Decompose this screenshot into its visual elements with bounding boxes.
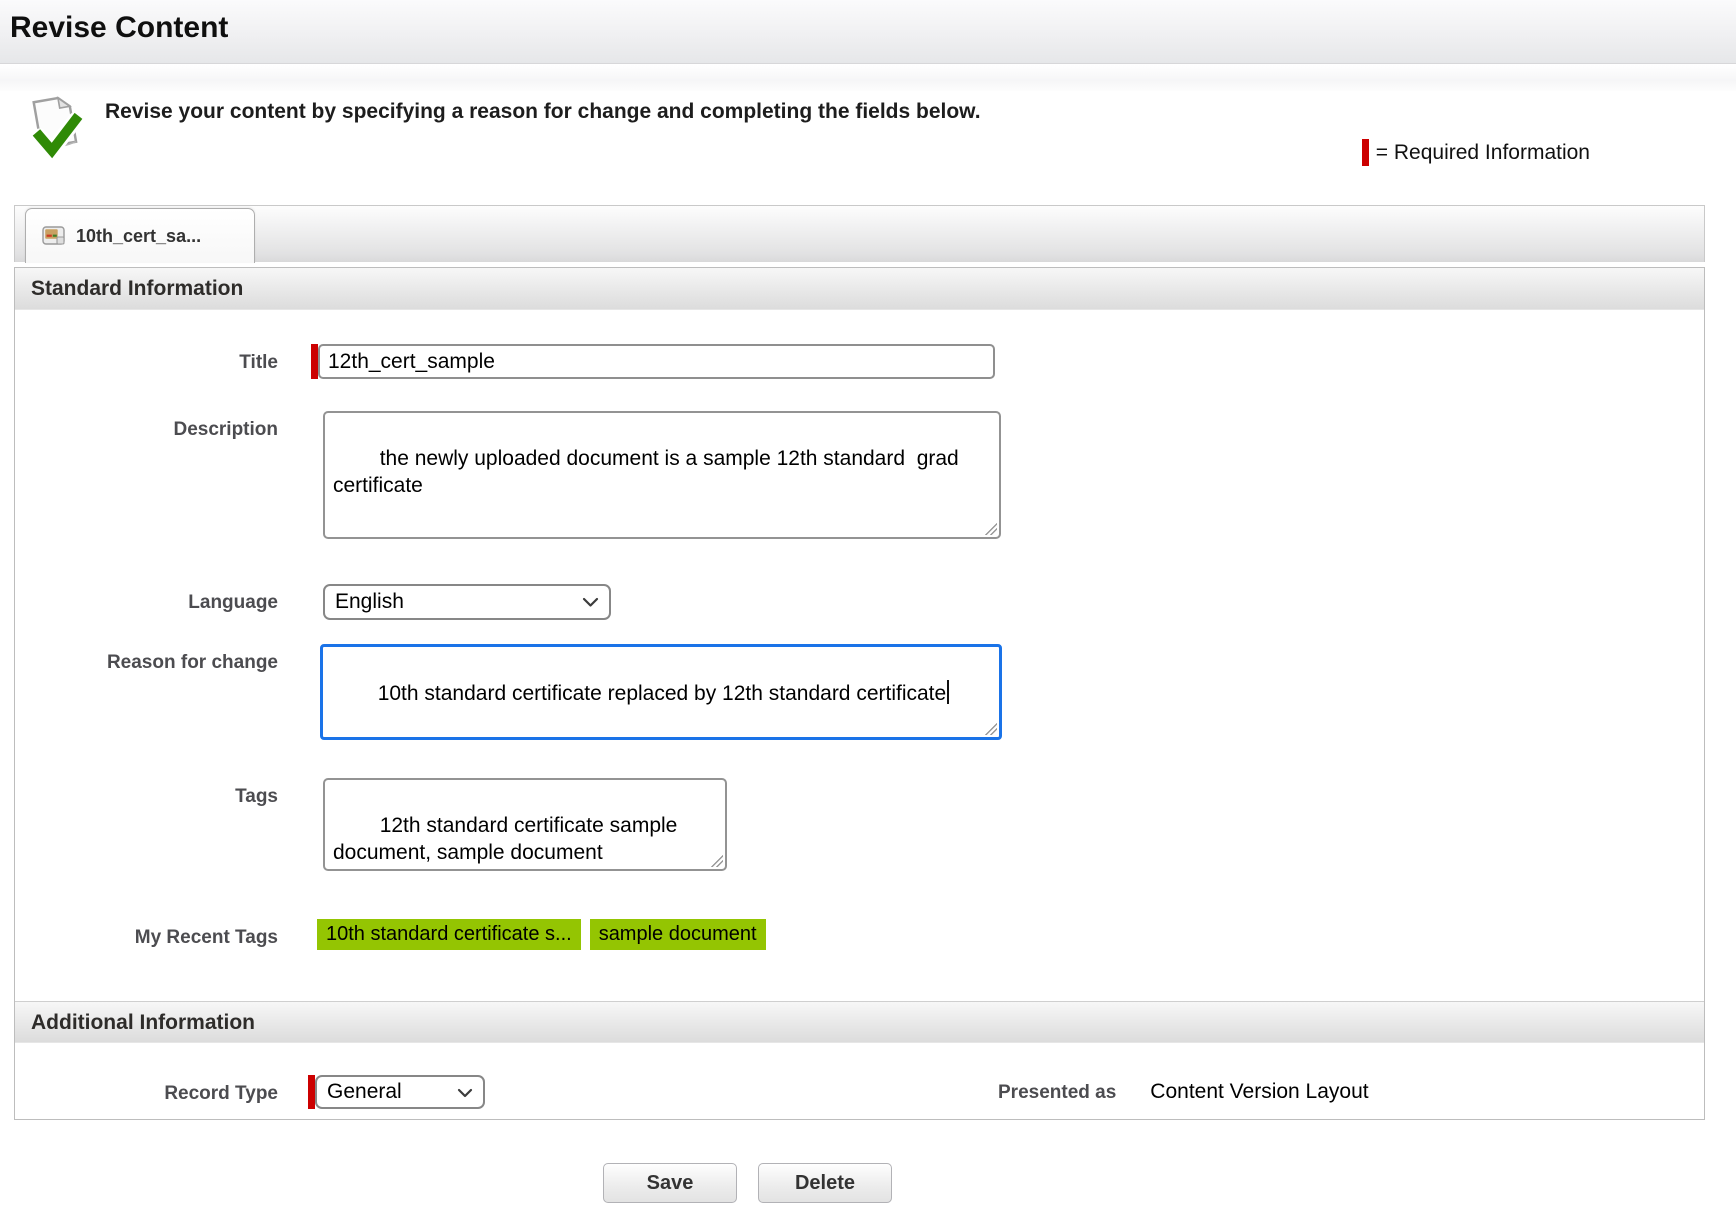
header-gradient-band bbox=[0, 65, 1736, 91]
tab-strip bbox=[14, 205, 1705, 262]
title-fieldbox bbox=[311, 344, 995, 379]
required-bar-record-type bbox=[308, 1075, 315, 1109]
required-red-bar bbox=[1362, 139, 1369, 166]
language-select[interactable] bbox=[323, 584, 611, 620]
tags-label: Tags bbox=[235, 786, 278, 807]
reason-row bbox=[15, 644, 1704, 740]
resize-handle-icon[interactable] bbox=[984, 722, 997, 735]
save-button[interactable]: Save bbox=[603, 1163, 737, 1203]
language-selected-value: English bbox=[335, 590, 404, 613]
reason-textarea-focused[interactable] bbox=[320, 644, 1002, 740]
description-row bbox=[15, 411, 1704, 539]
reason-label: Reason for change bbox=[106, 652, 278, 673]
form-actions bbox=[603, 1163, 892, 1203]
title-input[interactable] bbox=[318, 344, 995, 379]
record-type-selected-value: General bbox=[327, 1080, 402, 1103]
description-text: the newly uploaded document is a sample 12th standard grad certificate bbox=[333, 446, 965, 497]
chevron-down-icon bbox=[457, 1080, 473, 1104]
description-textarea[interactable] bbox=[323, 411, 1001, 539]
record-type-select[interactable] bbox=[315, 1075, 485, 1109]
resize-handle-icon[interactable] bbox=[984, 522, 997, 535]
recent-tag-chip[interactable]: sample document bbox=[590, 919, 766, 950]
resize-handle-icon[interactable] bbox=[710, 854, 723, 867]
required-bar-title bbox=[311, 344, 318, 379]
record-type-fieldbox bbox=[308, 1075, 485, 1109]
page-header-bar bbox=[0, 0, 1736, 64]
required-legend-text: = Required Information bbox=[1375, 140, 1590, 164]
delete-button[interactable]: Delete bbox=[758, 1163, 892, 1203]
tab-10th-cert-sample[interactable] bbox=[25, 208, 255, 263]
presented-as-label: Presented as bbox=[998, 1082, 1117, 1103]
recent-tags-row bbox=[15, 919, 1704, 950]
title-label: Title bbox=[239, 352, 278, 373]
title-row bbox=[15, 344, 1704, 379]
reason-text: 10th standard certificate replaced by 12th standard certificate bbox=[377, 681, 947, 705]
content-file-icon bbox=[42, 226, 67, 247]
page-title: Revise Content bbox=[10, 11, 229, 44]
tab-label: 10th_cert_sa... bbox=[76, 225, 202, 246]
tags-text: 12th standard certificate sample document, sample document bbox=[333, 813, 684, 864]
tags-row bbox=[15, 778, 1704, 871]
instruction-text: Revise your content by specifying a reason for change and completing the fields below. bbox=[105, 100, 981, 123]
language-row bbox=[15, 584, 1704, 620]
record-type-row bbox=[15, 1075, 1704, 1109]
chevron-down-icon bbox=[582, 590, 599, 614]
recent-tag-chip[interactable]: 10th standard certificate s... bbox=[317, 919, 581, 950]
document-check-icon bbox=[16, 90, 94, 173]
recent-tags-list bbox=[317, 919, 766, 950]
form-panel bbox=[14, 267, 1705, 1120]
description-label: Description bbox=[173, 419, 278, 440]
section-header-additional: Additional Information bbox=[15, 1001, 1704, 1043]
language-label: Language bbox=[188, 592, 278, 613]
tags-textarea[interactable] bbox=[323, 778, 727, 871]
recent-tags-label: My Recent Tags bbox=[134, 927, 278, 948]
presented-as-value: Content Version Layout bbox=[1150, 1080, 1369, 1103]
text-cursor bbox=[947, 680, 949, 704]
section-header-standard: Standard Information bbox=[15, 268, 1704, 310]
required-legend bbox=[1362, 139, 1590, 166]
record-type-label: Record Type bbox=[164, 1083, 278, 1104]
